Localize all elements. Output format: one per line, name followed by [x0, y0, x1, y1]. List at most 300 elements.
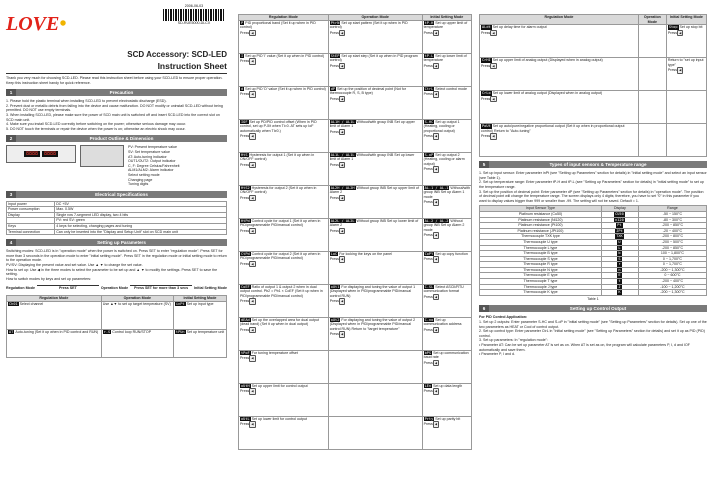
grid-cell-text: Set up upper limit of temperature [423, 20, 468, 30]
lcd-code: LoC [330, 251, 338, 256]
press-hint [330, 331, 421, 338]
grid-cell [328, 284, 422, 317]
grid-cell-text: PID proportional band (Set it up when in PID control) [240, 20, 316, 30]
grid-cell-text: Without/with group INB Set up lower limit of Alarm 1 [329, 152, 415, 162]
lcd-code: S-HC [424, 119, 434, 124]
key-icon: ◀ [492, 134, 495, 139]
press-label: Press [423, 257, 433, 262]
grid-cell [239, 152, 329, 185]
key-icon: ◀ [340, 162, 344, 167]
grid-cell [239, 383, 329, 416]
grid-cell-text: Set up output 1 (Heating, cooling or proportional output) [423, 119, 460, 133]
key-icon: ◀ [340, 257, 344, 262]
bottom-mode-table [6, 295, 227, 358]
sensor-range: -200 ~ 850°C [638, 223, 706, 229]
lcd-code: JPt [616, 228, 623, 233]
lcd-code: CoPY [424, 251, 434, 256]
key-icon: ◀ [434, 422, 438, 427]
barcode-bars [163, 9, 225, 21]
grid-cell [638, 25, 666, 58]
sensor-type: Thermocouple K type [480, 290, 602, 296]
grid-cell-text: Set up upper limit of analog output (Displayed when in analog output) [492, 58, 603, 63]
lcd-code: bPS [424, 350, 432, 355]
table-row [239, 317, 472, 350]
key-icon: ◀ [340, 30, 344, 35]
table-row [239, 86, 472, 119]
press-hint [424, 360, 470, 367]
lcd-code: U [618, 239, 621, 244]
grid-cell-text: For displaying and tuning the value of output 2 (Displayed when in PID/programmable PID/manual control RUN) Return to "target temperature" [329, 317, 416, 331]
press-hint [330, 129, 421, 136]
section-param: 4 Setting up Parameters [6, 239, 227, 246]
doc-subtitle: Instruction Sheet [6, 61, 227, 74]
press-label: Press [240, 422, 250, 427]
grid-cell-text: Set up lower limit of analog output (Displayed when in analog output) [492, 91, 603, 96]
press-hint [240, 327, 327, 334]
press-label: Press [329, 257, 339, 262]
grid-cell-text: Set up copy function [435, 251, 468, 256]
lcd-code: d [241, 86, 244, 91]
press-label: Press [240, 299, 250, 304]
lcd-code: Stop [668, 25, 678, 30]
lcd-code: PtrN [330, 20, 340, 25]
lcd-code: CrHI [482, 58, 491, 63]
grid-cell-text: Set up PID 'D' value (Set it up when in PID control) [245, 86, 326, 91]
sensor-type: Platinum resistance (Pt100) [480, 223, 602, 229]
key-icon: ◀ [251, 389, 254, 394]
lcd-code: oUtH [241, 383, 250, 388]
grid-cell-text: Set up data length [433, 383, 463, 388]
press-label: Press [329, 63, 339, 68]
grid-cell [422, 218, 471, 251]
lcd-code: C-no [424, 317, 434, 322]
grid-cell [422, 20, 471, 53]
grid-cell [328, 185, 422, 218]
press-hint [240, 355, 327, 362]
lcd-code: b [618, 251, 621, 256]
list-item: 2. Set up control type: Enter parameter CtrL in "initial setting mode" (see "Setting up Parameters" section for details) and set it up as PID (PID) control. [479, 329, 705, 338]
grid-cell [422, 152, 471, 185]
grid-cell-text: For locking the keys on the panel [339, 251, 392, 256]
press-label: Press [329, 299, 339, 304]
table-caption: Table 1 [587, 296, 599, 301]
brand-dot: • [59, 12, 67, 35]
parameter-grid [238, 14, 472, 450]
lcd-code: dP [330, 86, 336, 91]
table-row [239, 284, 472, 317]
lcd-code: Pt [617, 223, 622, 228]
press-hint [424, 166, 470, 173]
sensor-range: 0 ~ 1,700°C [638, 256, 706, 262]
lcd-code: AL1H / AL1L [330, 119, 355, 124]
lcd-code: S [618, 256, 621, 261]
press-label: Press [423, 294, 433, 299]
grid-cell-text: Return to "set up input type" [667, 58, 704, 67]
grid-cell-text: Set up the position of decimal point (Not for thermocouple R, S, B type) [329, 86, 406, 96]
press-hint [481, 133, 637, 140]
grid-cell-text: Hysteresis for output 1 (Set it up when in ON/OFF control) [240, 152, 315, 162]
press-label: Press [329, 195, 339, 200]
table-row [239, 20, 472, 53]
grid-cell-text: Set up lower limit of temperature [423, 53, 467, 63]
grid-cell [328, 152, 422, 185]
grid-cell [239, 119, 329, 152]
lcd-code: K [618, 290, 621, 295]
lcd-code: ALdt [482, 25, 491, 30]
press-hint [668, 67, 705, 74]
lcd-code: J [618, 284, 621, 289]
grid-cell [422, 185, 471, 218]
param-text-3: How to set up: Use ◀ in the three modes to select the parameter to be set up and ▲ ▼ to modify the settings. Press SET to save the setting. [6, 267, 218, 277]
sensor-range: 0 ~ 1,700°C [638, 262, 706, 268]
key-icon: ◀ [251, 356, 254, 361]
press-label: Press [481, 134, 491, 139]
grid-cell [422, 416, 471, 449]
press-label: Press [481, 63, 491, 68]
table-row: Input power DC +5V [7, 201, 227, 207]
key-icon: ◀ [679, 30, 682, 35]
press-hint [424, 63, 470, 70]
press-label: Press [329, 96, 339, 101]
key-icon: ◀ [251, 134, 254, 139]
section-sensor-types: 5 Types of input sensors & Temperature range [479, 161, 707, 168]
control-steps [479, 320, 707, 357]
sensor-range: -200 ~ 500°C [638, 239, 706, 245]
press-hint [240, 388, 327, 395]
press-hint [424, 232, 470, 239]
grid-cell [666, 91, 706, 124]
grid-cell-text: Without group INB Set up upper limit of Alarm 2 [329, 185, 419, 195]
sensor-range: -20 ~ 400°C [638, 228, 706, 234]
table-row [239, 185, 472, 218]
press-hint [240, 162, 327, 169]
grid-cell [422, 251, 471, 284]
lcd-code: StEP [330, 53, 340, 58]
sensor-type: Platinum resistance (JPt100) [480, 228, 602, 234]
param-text-2: PV/SV: Displaying the present value and set value. Use ▲ ▼ to change the set value. [6, 263, 143, 268]
grid-cell-text: Set up lower limit for control output [251, 416, 307, 421]
lcd-code: C-SL [424, 284, 434, 289]
key-icon: ◀ [251, 261, 254, 266]
brand-text: LOVE [6, 12, 60, 35]
grid-cell [239, 416, 329, 449]
press-label: Press [667, 68, 678, 73]
grid-cell-text: Without/with group INB Set up Alarm 1 mode [423, 185, 470, 199]
press-hint [424, 91, 470, 98]
press-label: Press [423, 360, 433, 365]
parameter-grid-continued [479, 14, 707, 157]
key-icon: ◀ [251, 92, 254, 97]
table-row: AT Auto-tuning (Set it up when in PID control and RUN) r-S Control loop RUN/STOP tPUn Set up temperature unit [7, 329, 227, 357]
grid-cell [239, 350, 329, 383]
table-row [239, 416, 472, 449]
lcd-code: r [618, 262, 621, 267]
grid-cell [422, 119, 471, 152]
sensor-range: -200 ~ 400°C [638, 279, 706, 285]
list-item: 3. When installing SCD-LED, please make sure the power of SCD main unit is switched off and insert SCD-LED into the correct slot on SCD main unit. [6, 112, 220, 122]
control-heading: For PID Control Application: [479, 315, 528, 320]
key-icon: ◀ [251, 162, 254, 167]
sensor-type: Thermocouple TXK type [480, 234, 602, 240]
press-label: Press [423, 233, 433, 238]
key-icon: ◀ [434, 167, 438, 172]
grid-cell [666, 25, 706, 58]
lcd-code: HtS2 [241, 185, 250, 190]
list-item: 1. Please hold the plastic terminal when installing SCD-LED to prevent electrostatic discharge (ESD). [6, 99, 167, 104]
key-icon: ◀ [492, 30, 495, 35]
grid-cell [239, 185, 329, 218]
table-header-row: Regulation Mode Operation Mode Initial Setting Mode [480, 15, 707, 25]
grid-cell [328, 317, 422, 350]
press-hint [481, 63, 637, 70]
press-label: Press [423, 167, 433, 172]
press-label: Press [240, 356, 250, 361]
grid-cell-text: Select ASCII/RTU communication format [423, 284, 464, 294]
table-row [480, 58, 707, 91]
press-hint [330, 228, 421, 235]
press-label: Press [240, 261, 250, 266]
table-row [239, 53, 472, 86]
press-hint [330, 195, 421, 202]
lcd-code: HtS [241, 152, 248, 157]
press-hint [424, 327, 470, 334]
lcd-code: CrLo [482, 91, 491, 96]
param-text-4: How to switch modes by keys and set up parameters: [6, 276, 92, 281]
key-icon: ◀ [434, 294, 438, 299]
lcd-code: oUtL [241, 416, 250, 421]
grid-cell-text: Set up PID 'I' value (Set it up when in PID control) [245, 53, 325, 58]
parameter-grid-continued-body [480, 25, 707, 157]
grid-cell-text: Set up start step (Set it up when in PID program control) [329, 53, 418, 63]
grid-cell-text: Set up the overlapped area for dual output (dead band) (Set it up when in dual output) [240, 317, 319, 327]
press-hint [481, 96, 637, 103]
doc-title: SCD Accessory: SCD-LED [127, 50, 227, 59]
lcd-code: AL1L / AL1L [330, 152, 355, 157]
sensor-range: -50 ~ 150°C [638, 211, 706, 217]
table-row: Terminal connection Can only be inserted into the "Display and Setup Unit" slot on SCD main unit [7, 229, 227, 235]
key-icon: ◀ [679, 68, 682, 73]
grid-cell [239, 53, 329, 86]
lcd-code: LEn [424, 383, 432, 388]
precaution-list [6, 99, 227, 131]
device-front: 8888 8888 [6, 145, 76, 163]
sensor-type: Thermocouple N type [480, 267, 602, 273]
key-icon: ◀ [251, 228, 254, 233]
key-icon: ◀ [251, 59, 254, 64]
grid-cell [480, 25, 639, 58]
lcd-code: tP-L [424, 53, 434, 58]
mode-flow: Regulation Mode Press SET Operation Mode Press SET for more than 3 secs Initial Setting Mode [6, 285, 228, 291]
sensor-range: -200 ~ 1,300°C [638, 290, 706, 296]
table-row [239, 119, 472, 152]
grid-cell [666, 124, 706, 157]
list-item: 4. Make sure you install SCD-LED correctly before switching on the power; otherwise serious damage may occur. [6, 122, 187, 127]
grid-cell [328, 20, 422, 53]
table-header-row: Input Sensor Type Display Range [480, 206, 707, 212]
sensor-type: Platinum resistance (Ni120) [480, 217, 602, 223]
grid-cell-text: Without group INB Set up lower limit of Alarm 2 [329, 218, 419, 228]
grid-cell [239, 284, 329, 317]
sensor-table [479, 205, 707, 296]
press-label: Press [240, 134, 250, 139]
key-icon: ◀ [251, 299, 254, 304]
key-icon: ◀ [434, 63, 438, 68]
press-label: Press [667, 30, 678, 35]
press-label: Press [423, 422, 433, 427]
sensor-range: -200 ~ 1,300°C [638, 267, 706, 273]
key-icon: ◀ [434, 92, 438, 97]
sensor-table-body [480, 211, 707, 295]
press-label: Press [481, 30, 491, 35]
grid-cell [480, 91, 639, 124]
table-row [239, 218, 472, 251]
lcd-code: AL-2 / AL-2 [424, 218, 449, 223]
sensor-steps [479, 171, 707, 203]
press-hint [424, 421, 470, 428]
grid-cell-text: Set up delay time for alarm output [492, 25, 547, 30]
grid-cell-text: Without group INB Set up Alarm 2 mode [423, 218, 465, 232]
param-text-1: Switching modes: SCD-LED is in "operation mode" when the power is switched on. Press SET to enter "regulation mode". Press SET for more than 3 seconds in the operation mode to enter "initial setting mode". Press SET in the regulation mode or initial setting mode to return to the operation mode. [6, 249, 227, 263]
sensor-type: Thermocouple T type [480, 279, 602, 285]
press-hint [424, 199, 470, 206]
grid-cell [422, 383, 471, 416]
sensor-type: Thermocouple E type [480, 273, 602, 279]
press-label: Press [329, 162, 339, 167]
press-label: Press [240, 92, 250, 97]
press-hint [330, 256, 421, 263]
sensor-range: -100 ~ 1,200°C [638, 284, 706, 290]
key-icon: ◀ [434, 360, 438, 365]
press-hint [240, 261, 327, 268]
table-row [239, 350, 472, 383]
lcd-code: oUt2 [330, 317, 340, 322]
sensor-range: -200 ~ 800°C [638, 234, 706, 240]
middle-page [236, 0, 474, 503]
table-row: PV: red SV: green [7, 218, 227, 224]
press-hint [424, 30, 470, 37]
press-hint [240, 91, 327, 98]
grid-cell [239, 86, 329, 119]
list-item: 1. Set up 2 outputs: Enter parameter S-HC and S-oP in "initial setting mode" (see "Setting up Parameters" section for details). Set up one of the two parameters as HEAT or Cool of control output. [479, 320, 707, 329]
press-hint [240, 228, 327, 235]
sensor-range: -200 ~ 850°C [638, 245, 706, 251]
grid-cell-text: Set up auto/pure/negative proportional output (Set it up when in proportional output control) Return to "Auto-tuning" [481, 124, 625, 133]
grid-cell-text: Set up stop bit [679, 25, 703, 30]
grid-cell-text: Set up start pattern (Set it up when in PID control) [329, 20, 408, 30]
grid-cell [328, 383, 422, 416]
press-label: Press [423, 134, 433, 139]
section-control: 6 Setting up Control Output [479, 305, 707, 312]
press-label: Press [240, 59, 250, 64]
grid-cell-text: Set up communication address [423, 317, 462, 327]
key-icon: ◀ [251, 195, 254, 200]
key-icon: ◀ [434, 134, 438, 139]
lcd-code: oUt1 [330, 284, 340, 289]
grid-cell-text: Set up output 2 (Heating, cooling or alarm output) [423, 152, 465, 166]
outline-figure [6, 145, 227, 186]
grid-cell-text: Set up PD/PID control offset (When in PID control, set up P-δ/t when Ti=0. AT sets up IoF automatically when TI≠0.) [240, 119, 317, 133]
section-precaution: 1 Precaution [6, 89, 227, 96]
barcode [163, 4, 225, 25]
list-item: 5. DO NOT touch the terminals or repair the device when the power is on; otherwise an electric shock may occur. [6, 126, 186, 131]
lcd-code: P [241, 20, 244, 25]
press-label: Press [329, 30, 339, 35]
lcd-code: S-oP [424, 152, 434, 157]
press-label: Press [240, 228, 250, 233]
table-row: Ch01 Select channel Use ▲▼ to set up target temperature (SV) inPt Set up input type [7, 301, 227, 329]
outline-legend: PV: Present temperature value SV: Set temperature value AT: Auto-tuning indicator OUT1/OUT2: Output indicator C, F: Degree Celsius/Fahrenheit ALM1/ALM2: Alarm indicator Select setting mode Changing page Tuning digits [128, 145, 180, 187]
grid-cell-text: Set up communication baud rate [423, 350, 469, 360]
key-icon: ◀ [434, 389, 438, 394]
sensor-type: Thermocouple R type [480, 262, 602, 268]
grid-cell [480, 124, 639, 157]
grid-cell-text: Set up parity bit [435, 416, 461, 421]
press-hint [240, 58, 327, 65]
lcd-code: L [618, 245, 621, 250]
key-icon: ◀ [434, 30, 438, 35]
section-electrical: 3 Electrical Specifications [6, 191, 227, 198]
press-hint [240, 421, 327, 428]
grid-cell [638, 91, 666, 124]
lcd-code: tPoF [241, 350, 250, 355]
grid-cell-text: Hysteresis for output 2 (Set it up when in ON/OFF control) [240, 185, 317, 195]
press-hint [240, 298, 327, 305]
grid-cell [422, 350, 471, 383]
press-label: Press [423, 200, 433, 205]
grid-cell [239, 218, 329, 251]
press-label: Press [423, 63, 433, 68]
list-item: • Parameter P, I and d. [479, 352, 515, 357]
grid-cell [638, 124, 666, 157]
grid-cell [328, 119, 422, 152]
lcd-code: IOF [241, 119, 248, 124]
table-row: Keys 4 keys for selecting, changing pages and tuning [7, 224, 227, 230]
lcd-code: AL-1 / AL-1 [424, 185, 449, 190]
lcd-code: Prty [424, 416, 434, 421]
key-icon: ◀ [434, 327, 438, 332]
grid-cell [328, 416, 422, 449]
grid-cell [328, 218, 422, 251]
sensor-type: Thermocouple B type [480, 251, 602, 257]
device-side [80, 145, 124, 167]
sensor-disp [602, 290, 639, 296]
press-label: Press [423, 92, 433, 97]
table-row: Power consumption Max. 0.5W [7, 207, 227, 213]
key-icon: ◀ [340, 299, 344, 304]
press-hint [240, 30, 327, 37]
left-page [0, 0, 233, 503]
key-icon: ◀ [251, 422, 254, 427]
grid-cell [328, 86, 422, 119]
sensor-type: Thermocouple S type [480, 256, 602, 262]
key-icon: ◀ [434, 233, 438, 238]
press-hint [330, 30, 421, 37]
table-row [480, 91, 707, 124]
grid-cell [422, 53, 471, 86]
list-item: 3. Set up parameters: In "regulation mode": [479, 338, 548, 343]
press-label: Press [240, 30, 250, 35]
section-outline: 2 Product Outline & Dimension [6, 135, 227, 142]
intro-text: Thank you very much for choosing SCD-LED. Please read this instruction sheet before using your SCD-LED to ensure proper operation. Keep this instruction sheet handy for quick reference. [6, 76, 223, 85]
barcode-number: 2006-06-03 [184, 4, 204, 8]
lcd-code: CU50 [615, 211, 624, 216]
press-label: Press [240, 389, 250, 394]
table-row [480, 124, 707, 157]
key-icon: ◀ [251, 30, 254, 35]
press-label: Press [481, 96, 491, 101]
press-label: Press [329, 129, 339, 134]
grid-cell-text: Ratio of output 1 & output 2 when in dual output control. Pb2 = Pb1 × CoEF (Set it up when in PID/programmable PID/manual control) [240, 284, 323, 298]
